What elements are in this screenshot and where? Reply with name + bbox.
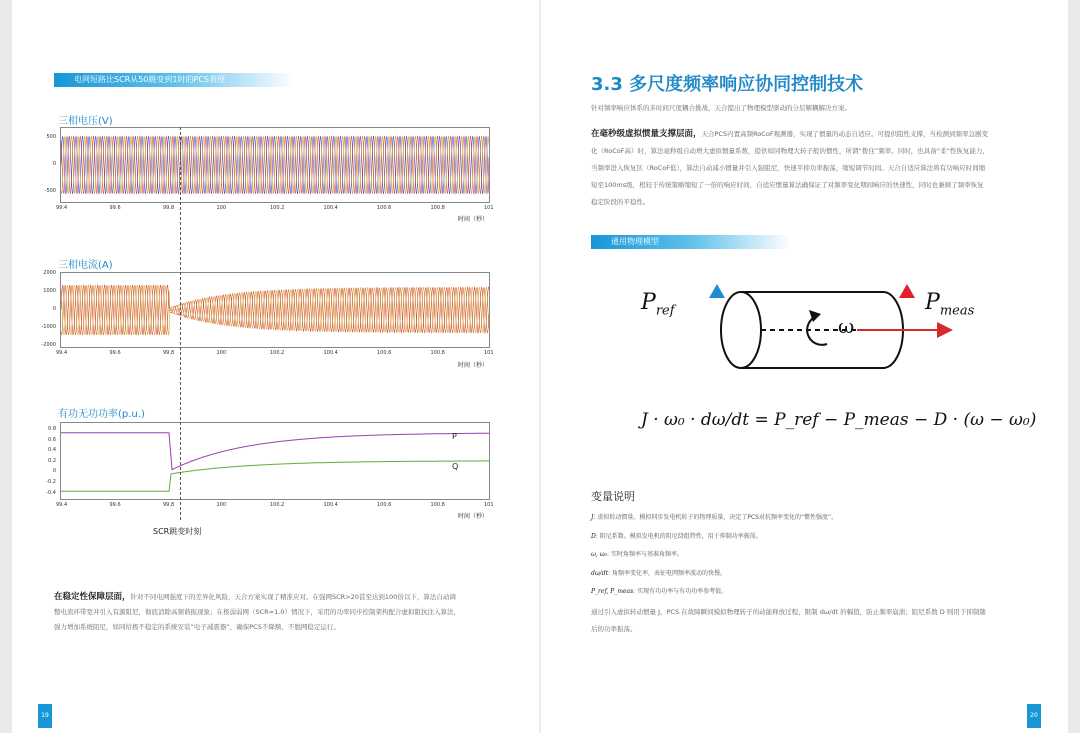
power-ytick: -0.2 [46,479,56,485]
power-curves [61,423,489,499]
q-curve [61,461,489,491]
variable-item: J: 虚拟转动惯量。模拟同步发电机转子的物理质量，决定了PCS对抗频率变化的“惯性强度”。 [591,514,838,521]
x-tick-label: 100.2 [270,502,285,508]
power-xlabel: 时间（秒） [458,513,489,520]
summary-line: 通过引入虚拟转动惯量 J，PCS 在故障瞬间模拟物理转子的动能释放过程，限制 dω/dt 的幅值，防止频率崩溃；阻尼系数 D 则用于抑制随 [591,608,986,616]
voltage-waveform [61,128,489,202]
x-tick-label: 99.8 [163,502,175,508]
x-tick-label: 99.6 [109,502,121,508]
stability-line: 整电流环带宽并引入有源阻尼，彻底消除高频谐振现象；在极弱弱网（SCR=1.0）情况下，采用的功率同步控制架构配合虚拟阻抗注入算法， [54,608,460,616]
x-tick-label: 100 [216,205,227,211]
omega-label: ω [838,314,855,338]
p-meas-label: $P_{meas}$ [925,290,975,319]
physical-model-diagram [621,270,1001,380]
variable-item: ω, ω₀: 实时角频率与基准角频率。 [591,551,683,558]
power-plot-title: 有功无功功率(p.u.) [58,409,145,420]
voltage-plot-title: 三相电压(V) [58,116,113,127]
x-tick-label: 100.2 [270,350,285,356]
x-tick-label: 100 [216,502,227,508]
x-tick-label: 99.6 [109,350,121,356]
variable-item: P_ref, P_meas: 实现有功功率与有功功率参考值。 [591,588,728,595]
left-page [12,0,539,733]
inertia-line: 当频率进入恢复区（RoCoF低），算法自动减小惯量并引入强阻尼，快速平抑功率振荡，缩短调节时间。天合自适应算法将有功响应时间缩 [591,164,986,172]
current-ytick: 2000 [43,270,56,276]
x-tick-label: 99.6 [109,205,121,211]
rotor-cylinder-face [721,292,761,368]
current-ytick: -1000 [41,324,56,330]
stability-bold-lead: 在稳定性保障层面， [54,592,131,602]
x-tick-label: 99.4 [56,350,68,356]
x-tick-label: 100.4 [323,502,338,508]
power-ytick: 0.6 [48,436,56,443]
voltage-ytick: 0 [52,161,56,167]
voltage-ytick: -500 [44,188,56,194]
x-tick-label: 100.6 [377,502,392,508]
voltage-xlabel: 时间（秒） [458,216,489,223]
voltage-plot [60,127,490,203]
voltage-ytick: 500 [46,134,56,140]
power-ytick: 0.4 [48,447,56,454]
current-ytick: 1000 [43,288,56,294]
input-arrow-head [709,284,725,298]
q-curve-label: Q [452,462,459,471]
stability-paragraph [54,590,514,635]
section-intro: 针对频率响应体系的多时间尺度耦合挑战，天合提出了物理模型驱动的分层解耦解决方案。 [591,104,851,112]
x-tick-label: 99.4 [56,205,68,211]
power-ytick: 0.8 [48,426,56,432]
swing-equation: J · ω₀ · dω/dt = P_ref − P_meas − D · (ω − ω₀) [641,410,1037,430]
current-waveform [61,273,489,347]
right-page [541,0,1068,733]
x-tick-label: 100 [216,350,227,356]
x-tick-label: 100.8 [430,502,445,508]
x-tick-label: 100.4 [323,350,338,356]
x-tick-label: 101 [484,350,494,356]
stability-line: 针对不同电网强度下的差异化风险，天合方案实现了精准应对。在强网SCR>20甚至达到100倍以下，算法自动调 [130,593,456,601]
summary-paragraph [591,604,1031,638]
x-tick-label: 101 [484,502,494,508]
current-plot [60,272,490,348]
x-tick-label: 99.8 [163,205,175,211]
power-plot [60,422,490,500]
power-ytick: 0 [52,468,56,475]
power-ytick: -0.4 [46,489,56,496]
inertia-line: 天合PCS内置高频RoCoF观测器，实现了惯量的动态自适应。可提供阻性支撑，当检测到频率急剧变 [701,130,989,138]
x-tick-label: 100.2 [270,205,285,211]
current-ytick: 0 [52,306,56,312]
inertia-paragraph [591,126,1021,211]
x-tick-label: 99.8 [163,350,175,356]
current-xlabel: 时间（秒） [458,362,489,369]
x-tick-label: 100.8 [430,205,445,211]
section-heading: 3.3 多尺度频率响应协同控制技术 [591,74,864,95]
inertia-bold-lead: 在毫秒级虚拟惯量支撑层面， [591,129,702,139]
model-ribbon: 通用物理模型 [591,235,791,249]
current-ytick: -2000 [41,342,56,348]
x-tick-label: 101 [484,205,494,211]
x-tick-label: 100.6 [377,205,392,211]
inertia-line: 化（RoCoF高）时，算法毫秒级自动增大虚拟惯量系数，提供如同物理大转子般的惯性，所谓“拨住”频率。同时，也具备“柔”性恢复能力， [591,147,989,155]
variables-heading: 变量说明 [591,490,635,503]
x-tick-label: 100.6 [377,350,392,356]
p-ref-label: $P_{ref}$ [641,290,675,319]
power-ytick: 0.2 [48,457,56,464]
inertia-line: 稳定阶段的平稳性。 [591,198,650,206]
variable-item: D: 阻尼系数。模拟发电机的阻尼绕组特性，用于抑制功率振荡。 [591,533,762,540]
page-number: 19 [38,704,52,728]
scr-event-label: SCR跳变时刻 [153,527,202,536]
stability-line: 强力增加系统阻尼，如同给极不稳定的系统安装“电子减震器”，确保PCS不降额、不脱网稳定运行。 [54,623,340,631]
page-number: 20 [1027,704,1041,728]
x-tick-label: 99.4 [56,502,68,508]
x-tick-label: 100.8 [430,350,445,356]
inertia-line: 短至100ms级，相较于传统策略缩短了一倍的响应时间，自适应惯量算法确保证了对频率变化期间响应的快速性，同时也兼顾了频率恢复 [591,181,984,189]
x-tick-label: 100.4 [323,205,338,211]
p-curve-label: P [452,432,457,441]
variable-item: dω/dt: 角频率变化率，表征电网频率波动的快慢。 [591,570,726,577]
summary-line: 后的功率振荡。 [591,625,637,633]
figure-ribbon: 电网短路比SCR从50跳变到1时的PCS表现 [54,73,294,87]
output-arrow-head [899,284,915,298]
scr-event-line [180,127,181,520]
current-plot-title: 三相电流(A) [58,260,113,271]
